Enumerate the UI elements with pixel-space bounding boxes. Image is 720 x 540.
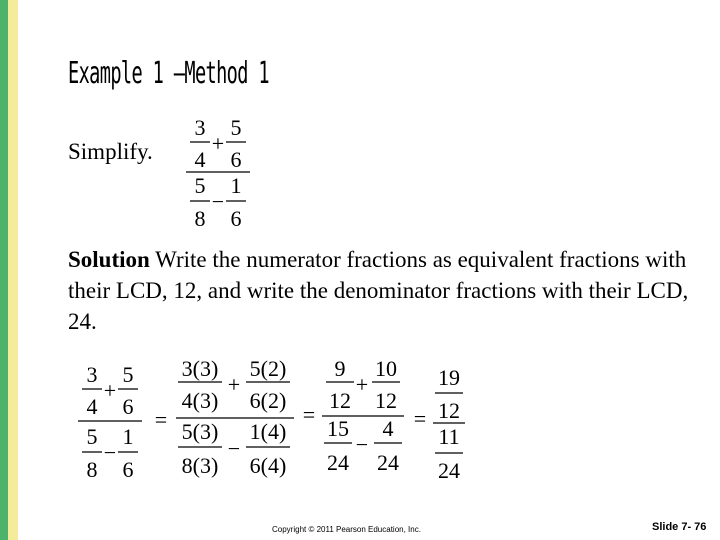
solution-text: Write the numerator fractions as equivalent fractions with their LCD, 12, and write the denominator fractions with their LCD, 24. (68, 247, 689, 334)
fraction-term: 24 (377, 450, 399, 475)
fraction-term: 12 (438, 398, 460, 423)
fraction-term: 4 (194, 147, 206, 172)
solution-step-2 (176, 356, 294, 478)
operator: − (355, 432, 369, 457)
solution-step-3 (322, 356, 404, 475)
fraction-term: 5 (194, 173, 206, 198)
fraction-term: 4 (382, 416, 394, 441)
slide-number: Slide 7- 76 (652, 521, 707, 533)
solution-step-1 (78, 362, 142, 482)
fraction-term: 24 (327, 450, 349, 475)
equals-sign: = (413, 406, 427, 431)
fraction-term: 6 (122, 457, 134, 482)
fraction-term: 8 (194, 206, 206, 231)
fraction-term: 8(3) (181, 453, 219, 478)
fraction-term: 6(4) (249, 453, 287, 478)
operator: + (355, 372, 369, 397)
fraction-term: 15 (327, 416, 349, 441)
fraction-term: 10 (375, 356, 397, 381)
slide-title: Example 1 —Method 1 (68, 56, 269, 91)
fraction-term: 6 (122, 394, 134, 419)
fraction-term: 6(2) (249, 388, 287, 413)
fraction-term: 19 (438, 365, 460, 390)
fraction-term: 5(2) (249, 356, 287, 381)
equals-sign: = (154, 407, 168, 432)
fraction-term: 9 (334, 356, 346, 381)
fraction-term: 3 (194, 115, 206, 140)
fraction-term: 4(3) (181, 388, 219, 413)
operator: − (103, 440, 117, 465)
fraction-term: 6 (230, 147, 242, 172)
solution-label: Solution (68, 247, 150, 272)
solution-step-4 (433, 365, 465, 483)
fraction-term: 5 (122, 362, 134, 387)
fraction-term: 1 (122, 424, 134, 449)
fraction-term: 11 (438, 424, 460, 449)
fraction-term: 5 (86, 424, 98, 449)
fraction-term: 3 (86, 362, 98, 387)
operator: + (227, 372, 241, 397)
operator: + (103, 378, 117, 403)
fraction-term: 4 (86, 394, 98, 419)
fraction-term: 1 (230, 173, 242, 198)
operator: + (211, 131, 225, 156)
copyright-footer: Copyright © 2011 Pearson Education, Inc. (272, 525, 421, 534)
fraction-term: 24 (438, 458, 460, 483)
fraction-term: 12 (329, 388, 351, 413)
fraction-term: 5 (230, 115, 242, 140)
operator: − (211, 189, 225, 214)
fraction-term: 8 (86, 457, 98, 482)
simplify-label: Simplify. (68, 139, 153, 164)
equals-sign: = (302, 402, 316, 427)
fraction-term: 12 (375, 388, 397, 413)
fraction-term: 5(3) (181, 419, 219, 444)
fraction-term: 1(4) (249, 419, 287, 444)
operator: − (227, 436, 241, 461)
problem-complex-fraction (186, 115, 250, 231)
fraction-term: 3(3) (181, 356, 219, 381)
fraction-term: 6 (230, 206, 242, 231)
